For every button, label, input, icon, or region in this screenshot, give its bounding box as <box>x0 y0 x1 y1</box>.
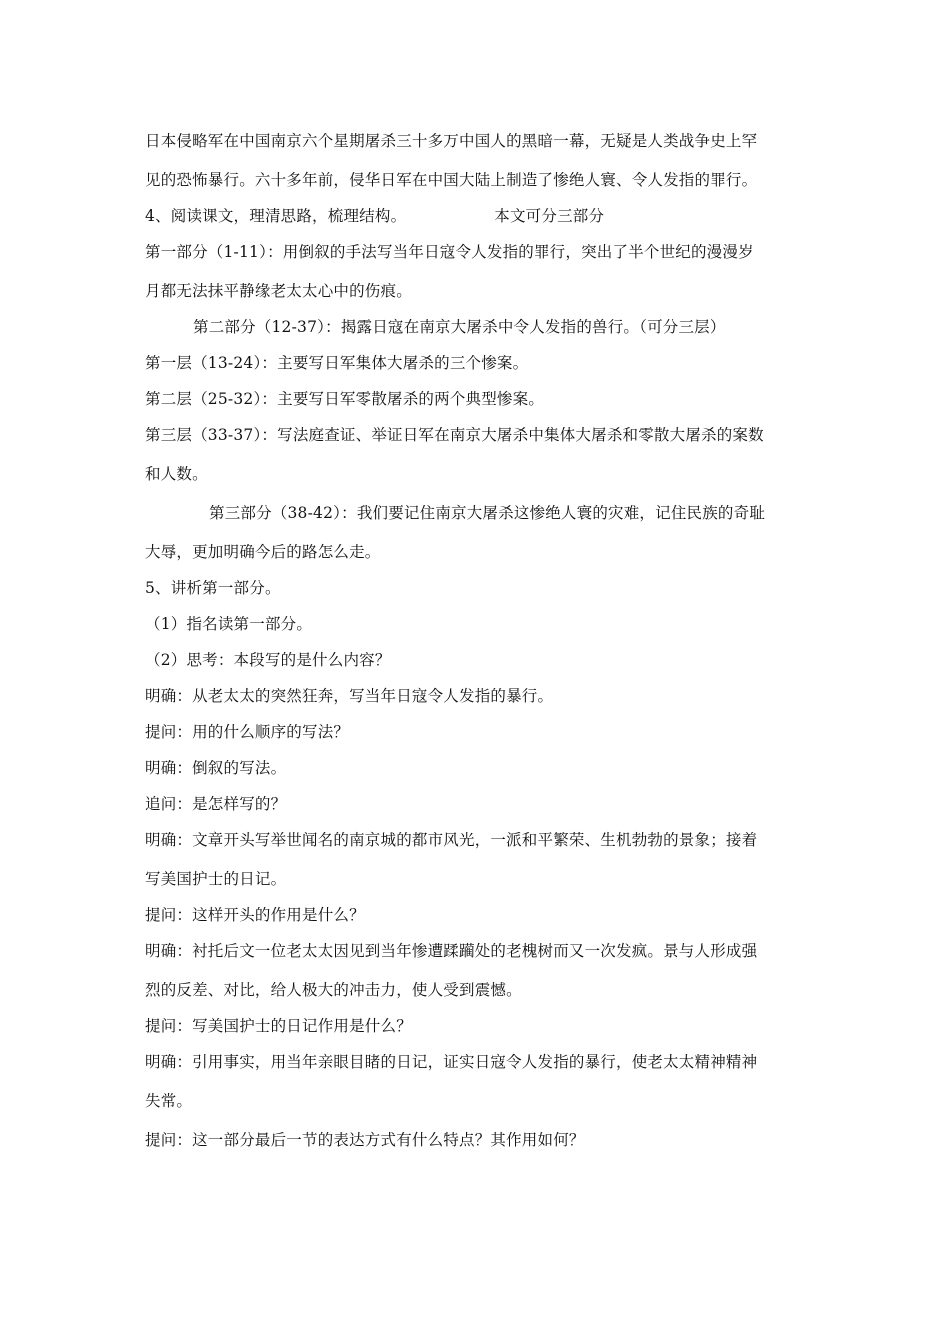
text-line: 提问：这样开头的作用是什么？ <box>145 906 365 924</box>
text-line: 明确：倒叙的写法。 <box>145 759 287 777</box>
text-line: 提问：这一部分最后一节的表达方式有什么特点？其作用如何？ <box>145 1131 585 1149</box>
text-line: 5、讲析第一部分。 <box>145 579 281 597</box>
text-line: 明确：衬托后文一位老太太因见到当年惨遭蹂躏处的老槐树而又一次发疯。景与人形成强 <box>145 942 758 960</box>
text-line: 明确：引用事实，用当年亲眼目睹的日记，证实日寇令人发指的暴行，使老太太精神精神 <box>145 1053 758 1071</box>
text-line: 第三层（33-37）：写法庭查证、举证日军在南京大屠杀中集体大屠杀和零散大屠杀的案数 <box>145 426 764 444</box>
text-line: 烈的反差、对比，给人极大的冲击力，使人受到震憾。 <box>145 981 522 999</box>
text-line: （1）指名读第一部分。 <box>145 615 313 633</box>
text-line: 第三部分（38-42）：我们要记住南京大屠杀这惨绝人寰的灾难，记住民族的奇耻 <box>209 504 766 522</box>
text-line: 提问：用的什么顺序的写法？ <box>145 723 350 741</box>
text-line: （2）思考：本段写的是什么内容？ <box>145 651 391 669</box>
text-line: 失常。 <box>145 1092 193 1110</box>
text-line: 提问：写美国护士的日记作用是什么？ <box>145 1017 412 1035</box>
text-line: 明确：文章开头写举世闻名的南京城的都市风光，一派和平繁荣、生机勃勃的景象；接着 <box>145 831 758 849</box>
text-line: 日本侵略军在中国南京六个星期屠杀三十多万中国人的黑暗一幕，无疑是人类战争史上罕 <box>145 132 758 150</box>
text-line: 第一部分（1-11）：用倒叙的手法写当年日寇令人发指的罪行，突出了半个世纪的漫漫岁 <box>145 243 754 261</box>
section-note: 本文可分三部分 <box>494 207 605 225</box>
text-line <box>145 206 604 226</box>
text-line: 大辱，更加明确今后的路怎么走。 <box>145 543 381 561</box>
text-line: 见的恐怖暴行。六十多年前，侵华日军在中国大陆上制造了惨绝人寰、令人发指的罪行。 <box>145 171 758 189</box>
text-line: 第二层（25-32）：主要写日军零散屠杀的两个典型惨案。 <box>145 390 545 408</box>
text-line: 月都无法抹平静缘老太太心中的伤痕。 <box>145 282 412 300</box>
text-line: 追问：是怎样写的？ <box>145 795 287 813</box>
text-line: 写美国护士的日记。 <box>145 870 287 888</box>
text-line: 明确：从老太太的突然狂奔，写当年日寇令人发指的暴行。 <box>145 687 554 705</box>
text-line: 第二部分（12-37）：揭露日寇在南京大屠杀中令人发指的兽行。（可分三层） <box>193 318 726 336</box>
text-line: 和人数。 <box>145 465 208 483</box>
text-line: 第一层（13-24）：主要写日军集体大屠杀的三个惨案。 <box>145 354 529 372</box>
section-heading: 4、阅读课文，理清思路，梳理结构。 <box>145 207 407 225</box>
